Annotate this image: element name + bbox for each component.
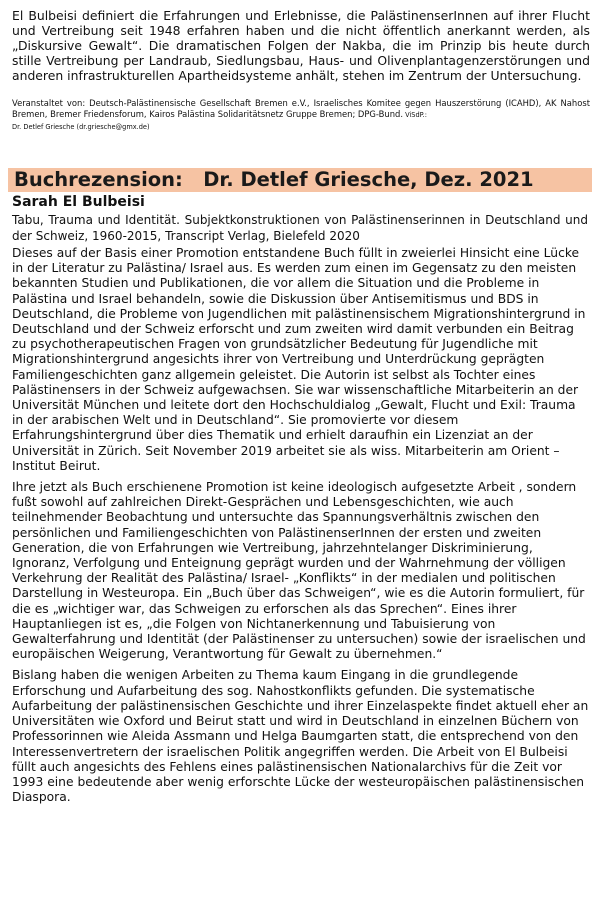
intro-section [12, 8, 590, 83]
review-body [12, 246, 590, 811]
review-paragraph: Bislang haben die wenigen Arbeiten zu Thema kaum Eingang in die grundlegende Erforschung und Aufarbeitung des sog. Nahostkonflikts gefunden. Die systematische Aufarbeitung der palästinensischen Geschichte und ihrer Einzelaspekte findet aktuell eher an Universitäten wie Oxford und Beirut statt und wird in Deutschland in einzelnen Büchern von Professorinnen wie Aleida Assmann und Helga Baumgarten statt, die entsprechend von den Interessenvertretern der israelischen Politik angegriffen werden. Die Arbeit von El Bulbeisi füllt auch angesichts des Fehlens eines palästinensischen Nationalarchivs für die Zeit vor 1993 eine bedeutende aber wenig erforschte Lücke der westeuropäischen palästinensischen Diaspora. [12, 668, 589, 805]
review-heading [14, 169, 534, 191]
book-reference: Tabu, Trauma und Identität. Subjektkonstruktionen von Palästinenserinnen in Deutschland und der Schweiz, 1960-2015, Transcript Verlag, Bielefeld 2020 [12, 213, 588, 243]
visdp-label: ViSdP.: [402, 111, 427, 119]
book-author: Sarah El Bulbeisi [12, 194, 145, 210]
review-heading-byline: Dr. Detlef Griesche, Dez. 2021 [203, 168, 534, 191]
review-paragraph: Ihre jetzt als Buch erschienene Promotion ist keine ideologisch aufgesetzte Arbeit , sondern fußt sowohl auf zahlreichen Direkt-Gesprächen und Lebensgeschichten, wie auch teilnehmender Beobachtung und untersuchte das Spannungsverhältnis zwischen den persönlichen und Familiengeschichten von PalästinenserInnen der ersten und zweiten Generation, die von Erfahrungen wie Vertreibung, jahrzehntelanger Diskriminierung, Ignoranz, Verfolgung und Enteignung geprägt wurden und der Wahrnehmung der völligen Verkehrung der Realität des Palästina/ Israel- „Konflikts“ in der medialen und politischen Darstellung in Westeuropa. Ein „Buch über das Schweigen“, wie es die Autorin formuliert, für die es „wichtiger war, das Schweigen zu erforschen als das Sprechen“. Eines ihrer Hauptanliegen ist es, „die Folgen von Nichtanerkennung und Tabuisierung von Gewalterfahrung und Identität (der Palästinenser zu untersuchen) sowie der israelischen und europäischen Weigerung, Verantwortung für Gewalt zu übernehmen.“ [12, 480, 586, 662]
review-paragraph: Dieses auf der Basis einer Promotion entstandene Buch füllt in zweierlei Hinsicht eine Lücke in der Literatur zu Palästina/ Israel aus. Es werden zum einen im Gegensatz zu den meisten bekannten Studien und Publikationen, die vor allem die Situation und die Probleme in Palästina und Israel behandeln, sowie die Diskussion über Antisemitismus und BDS in Deutschland, die Probleme von Jugendlichen mit palästinensischem Migrationshintergrund in Deutschland und der Schweiz erforscht und zum zweiten wird damit verbunden ein Beitrag zu psychotherapeutischen Fragen von grundsätzlicher Bedeutung für Jugendliche mit Migrationshintergrund angesichts ihrer von Vertreibung und Unterdrückung geprägten Familiengeschichten ganz allgemein geleistet. Die Autorin ist selbst als Tochter eines Palästinensers in der Schweiz aufgewachsen. Sie war wissenschaftliche Mitarbeiterin an der Universität München und leitete dort den Hochschuldialog „Gewalt, Flucht und Exil: Trauma in der arabischen Welt und in Deutschland“. Sie promovierte vor diesem Erfahrungshintergrund über dies Thematik und erhielt daraufhin ein Lizenziat an der Universität in Zürich. Seit November 2019 arbeitet sie als wiss. Mitarbeiterin am Orient –Institut Beirut. [12, 246, 586, 473]
contact-line: Dr. Detlef Griesche (dr.griesche@gmx.de) [12, 123, 150, 131]
review-heading-label: Buchrezension: [14, 168, 183, 191]
organizers-note [12, 98, 590, 133]
organizers-text: Veranstaltet von: Deutsch-Palästinensische Gesellschaft Bremen e.V., Israelisches Komitee gegen Hauszerstörung (ICAHD), AK Nahost Bremen, Bremer Friedensforum, Kairos Palästina Solidaritätsnetz Gruppe Bremen; DPG-Bund. [12, 98, 590, 119]
intro-paragraph: El Bulbeisi definiert die Erfahrungen und Erlebnisse, die PalästinenserInnen auf ihrer Flucht und Vertreibung seit 1948 erfahren haben und die nicht öffentlich anerkannt werden, als „Diskursive Gewalt“. Die dramatischen Folgen der Nakba, die im Prinzip bis heute durch stille Vertreibung per Landraub, Siedlungsbau, Haus- und Olivenplantagenzerstörungen und anderen infrastrukturellen Apartheidsysteme anhält, stehen im Zentrum der Untersuchung. [12, 8, 590, 83]
review-heading-banner [8, 168, 592, 192]
